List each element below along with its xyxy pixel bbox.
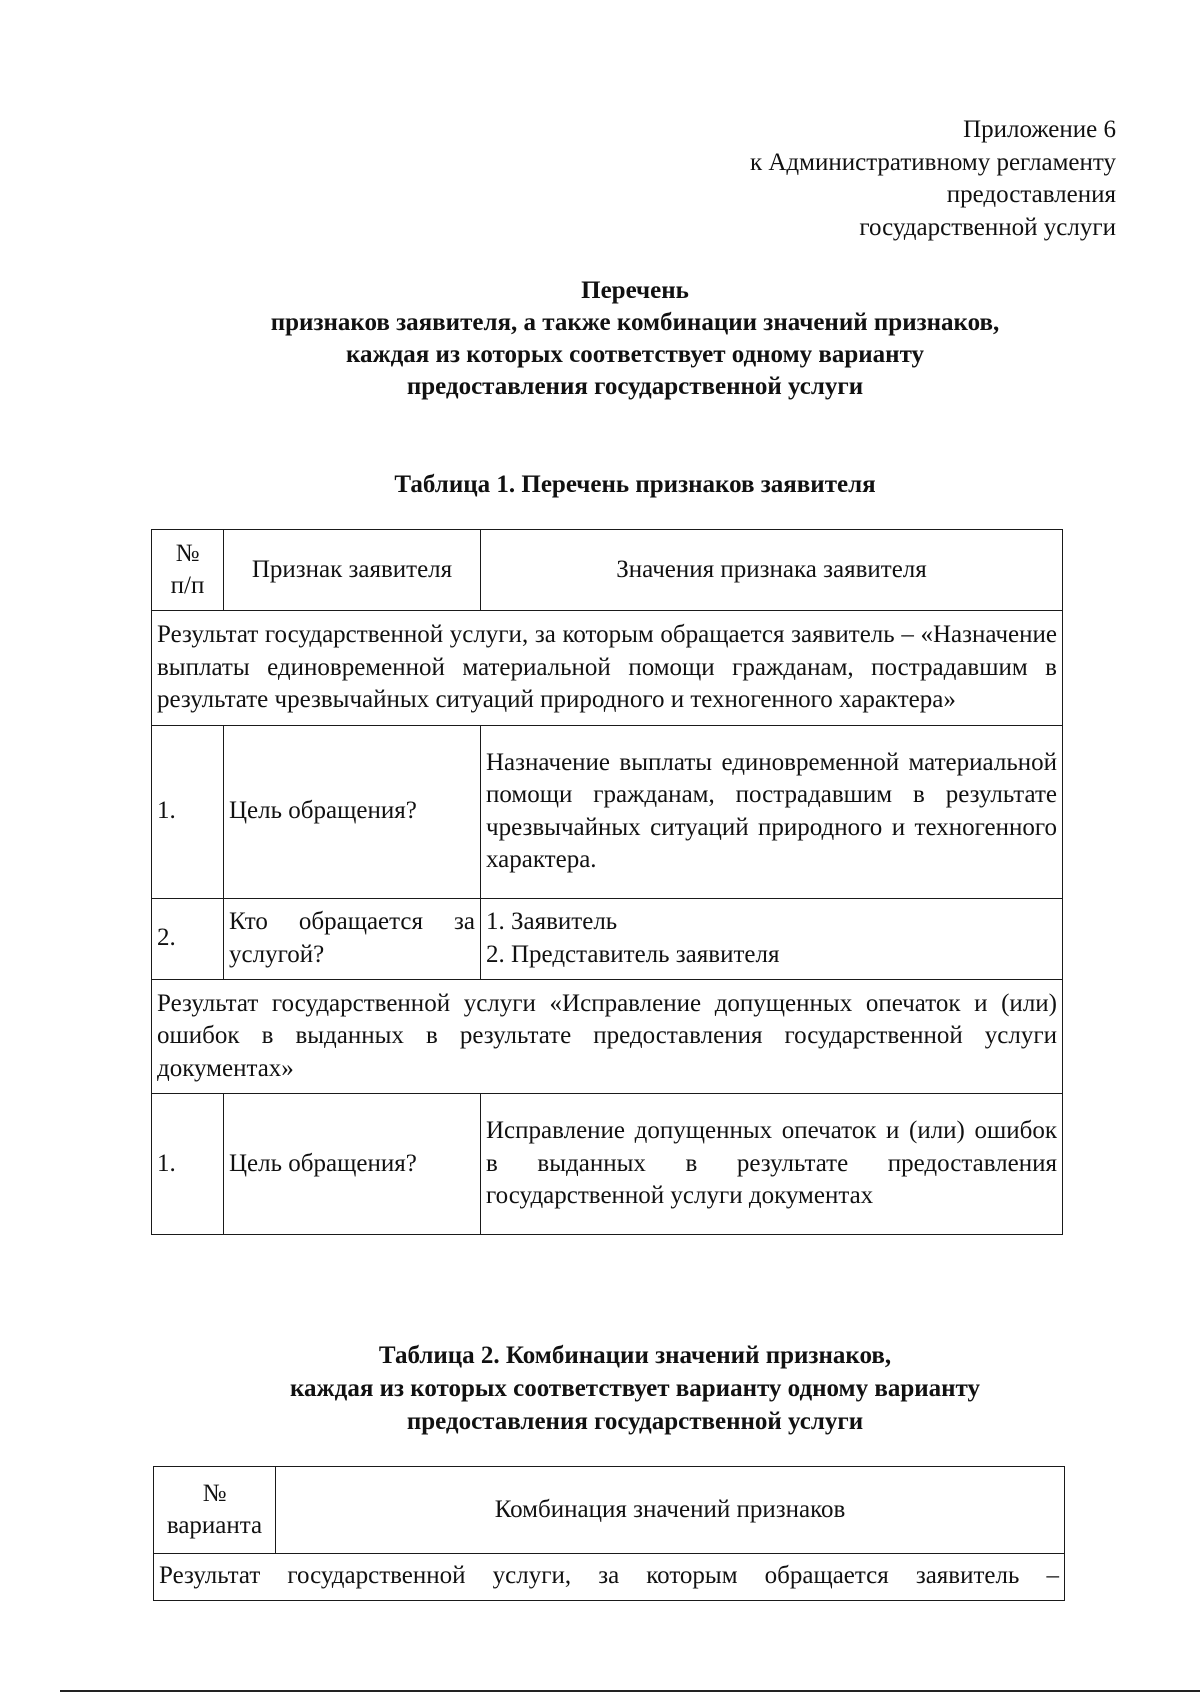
table1-section-row	[152, 979, 1063, 1094]
section-result-text: Результат государственной услуги, за которым обращается заявитель – «Назначение выплаты единовременной материальной помощи гражданам, пострадавшим в результате чрезвычайных ситуаций природного и техногенного характера»	[152, 611, 1063, 726]
row-num: 1.	[152, 725, 224, 898]
row-values	[481, 898, 1063, 979]
table1-caption	[150, 468, 1120, 501]
table2-section-row	[154, 1554, 1065, 1601]
table1-section-row	[152, 611, 1063, 726]
row-num: 1.	[152, 1094, 224, 1235]
table-row	[152, 725, 1063, 898]
header-num-symbol: №	[202, 1479, 227, 1507]
table-row	[152, 898, 1063, 979]
title-line: каждая из которых соответствует одному варианту	[345, 341, 925, 368]
table2-header-num	[154, 1467, 276, 1554]
row-values: Назначение выплаты единовременной материальной помощи гражданам, пострадавшим в результате чрезвычайных ситуаций природного и техногенного характера.	[481, 725, 1063, 898]
caption-line: предоставления государственной услуги	[406, 1408, 864, 1435]
section-result-text: Результат государственной услуги «Исправление допущенных опечаток и (или) ошибок в выданных в результате предоставления государственной услуги документах»	[152, 979, 1063, 1094]
title-line: Перечень	[581, 277, 689, 304]
header-num-symbol: №	[175, 539, 200, 567]
table1-header-values: Значения признака заявителя	[481, 530, 1063, 611]
appendix-line: Приложение 6	[963, 116, 1116, 143]
value-item: 1. Заявитель	[486, 908, 618, 935]
table1	[151, 529, 1063, 1235]
row-num: 2.	[152, 898, 224, 979]
title-line: признаков заявителя, а также комбинации значений признаков,	[270, 309, 1000, 336]
appendix-reference	[750, 114, 1116, 244]
page-bottom-rule	[60, 1690, 1200, 1692]
row-attribute: Цель обращения?	[224, 1094, 481, 1235]
table-row	[152, 1094, 1063, 1235]
title-line: предоставления государственной услуги	[406, 373, 864, 400]
row-attribute: Кто обращается за услугой?	[224, 898, 481, 979]
appendix-line: государственной услуги	[859, 213, 1116, 241]
document-title	[150, 275, 1120, 403]
table1-header-row	[152, 530, 1063, 611]
table1-header-attribute: Признак заявителя	[224, 530, 481, 611]
appendix-line: к Административному регламенту	[749, 148, 1116, 176]
header-num-label: п/п	[170, 572, 205, 599]
header-num-label: варианта	[166, 1512, 263, 1539]
table2-header-combination: Комбинация значений признаков	[276, 1467, 1065, 1554]
value-item: 2. Представитель заявителя	[486, 940, 780, 968]
table2-header-row	[154, 1467, 1065, 1554]
appendix-line: предоставления	[946, 181, 1116, 208]
table2-caption	[150, 1339, 1120, 1438]
table2	[153, 1466, 1065, 1601]
caption-line: Таблица 2. Комбинации значений признаков,	[378, 1342, 892, 1369]
section-result-text: Результат государственной услуги, за которым обращается заявитель –	[154, 1554, 1065, 1601]
row-values: Исправление допущенных опечаток и (или) ошибок в выданных в результате предоставления государственной услуги документах	[481, 1094, 1063, 1235]
table1-caption-text: Таблица 1. Перечень признаков заявителя	[394, 471, 876, 498]
caption-line: каждая из которых соответствует варианту одному варианту	[290, 1375, 980, 1402]
table1-header-num	[152, 530, 224, 611]
row-attribute: Цель обращения?	[224, 725, 481, 898]
